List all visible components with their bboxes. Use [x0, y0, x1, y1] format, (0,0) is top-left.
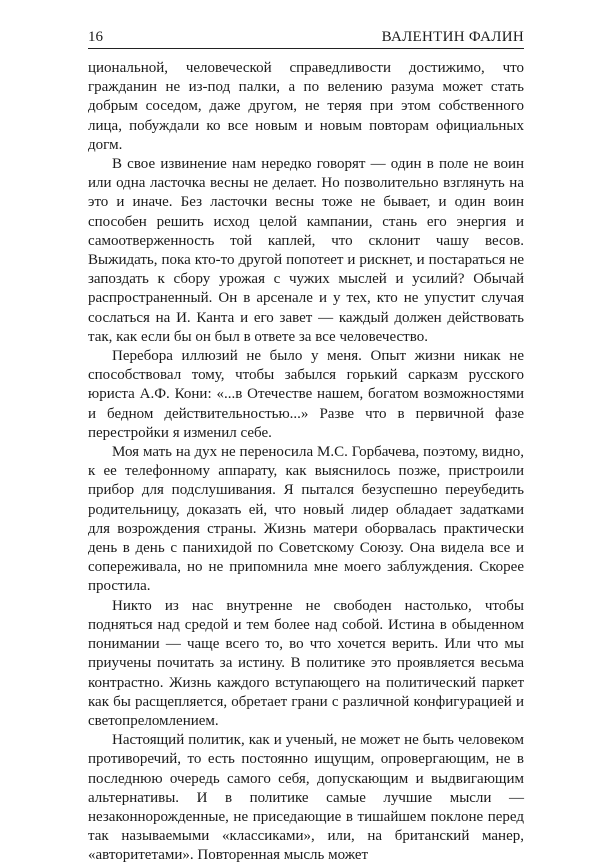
paragraph-3: Перебора иллюзий не было у меня. Опыт жизни никак не способствовал тому, чтобы забылся горький сарказм русского юриста А.Ф. Кони: «...в Отечестве нашем, богатом возможностями и бедном действительностью...» Разве что в первичной фазе перестройки я изменил себе. — [88, 348, 524, 441]
paragraph-5: Никто из нас внутренне не свободен настолько, чтобы подняться над средой и тем более над собой. Истина в обыденном понимании — чаще всего то, во что хочется верить. Или что мы приучены почитать за истину. В политике это проявляется весьма контрастно. Жизнь каждого вступающего на политический паркет как бы расщепляется, обретает грани с различной конфигурацией и светопреломлением. — [88, 597, 524, 729]
paragraph-2: В свое извинение нам нередко говорят — один в поле не воин или одна ласточка весны не делает. Но позволительно взглянуть на это и иначе. Без ласточки весны тоже не бывает, и один воин способен решить исход целой кампании, стань его энергия и самоотверженность той каплей, что склонит чашу весов. Выжидать, пока кто-то другой попотеет и рискнет, и постараться не запоздать к сбору урожая с чужих мыслей и усилий? Обычай распространенный. Он в арсенале и у тех, кто не упустит случая сослаться на И. Канта и его завет — каждый должен действовать так, как если бы он был в ответе за все человечество. — [88, 156, 524, 345]
body-text — [88, 59, 524, 866]
paragraph-6: Настоящий политик, как и ученый, не может не быть человеком противоречий, то есть постоянно ищущим, опровергающим, не в последнюю очередь самого себя, допускающим и выдвигающим альтернативы. И в политике самые лучшие мысли — незаконнорожденные, не приседающие в тишайшем поклоне перед так называемыми «классиками», или, на британский манер, «авторитетами». Повторенная мысль может — [88, 732, 524, 864]
paragraph-4: Моя мать на дух не переносила М.С. Горбачева, поэтому, видно, к ее телефонному аппарату, как выяснилось позже, пристроили прибор для подслушивания. Я пытался безуспешно переубедить родительницу, доказать ей, что новый лидер обладает задатками для возрождения страны. Жизнь матери оборвалась практически день в день с панихидой по Советскому Союзу. Она видела все и сопереживала, но не припомнила мне моего заблуждения. Скорее простила. — [88, 444, 524, 595]
header-rule — [88, 48, 524, 49]
paragraph-1: циональной, человеческой справедливости достижимо, что гражданин не из-под палки, а по велению разума может стать добрым соседом, даже другом, не теряя при этом собственного лица, побуждали ко все новым и новым повторам официальных догм. — [88, 60, 524, 153]
running-head-author: ВАЛЕНТИН ФАЛИН — [381, 29, 524, 45]
page-number: 16 — [88, 29, 103, 45]
page-header — [88, 27, 524, 47]
